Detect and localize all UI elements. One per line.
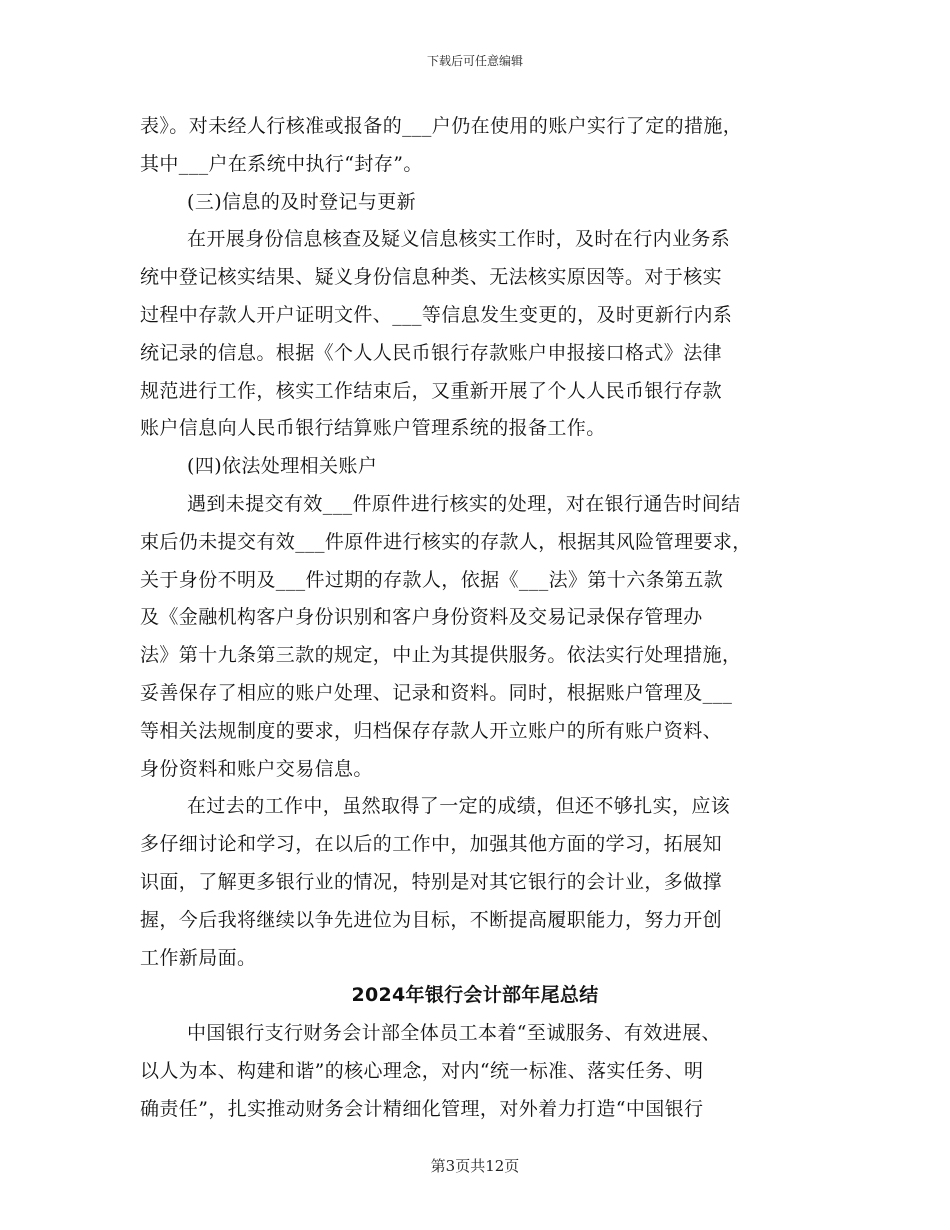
text-line: 确责任”，扎实推动财务会计精细化管理，对外着力打造“中国银行	[140, 1097, 704, 1120]
text-line: 在开展身份信息核查及疑义信息核实工作时，及时在行内业务系	[187, 228, 731, 251]
text-line: (三)信息的及时登记与更新	[187, 190, 417, 213]
text-line: 统中登记核实结果、疑义身份信息种类、无法核实原因等。对于核实	[140, 266, 723, 289]
text-line: 账户信息向人民币银行结算账户管理系统的报备工作。	[140, 417, 606, 440]
text-line: 握，今后我将继续以争先进位为目标，不断提高履职能力，努力开创	[140, 908, 723, 931]
section-title: 2024年银行会计部年尾总结	[351, 984, 599, 1007]
text-line: 在过去的工作中，虽然取得了一定的成绩，但还不够扎实，应该	[187, 795, 731, 818]
text-line: (四)依法处理相关账户	[187, 455, 378, 478]
text-line: 及《金融机构客户身份识别和客户身份资料及交易记录保存管理办	[140, 606, 703, 629]
text-line: 妥善保存了相应的账户处理、记录和资料。同时，根据账户管理及___	[140, 681, 733, 704]
text-line: 以人为本、构建和谐”的核心理念，对内“统一标准、落实任务、明	[140, 1059, 704, 1082]
text-line: 中国银行支行财务会计部全体员工本着“至诚服务、有效进展、	[187, 1022, 721, 1045]
text-line: 其中___户在系统中执行“封存”。	[140, 152, 423, 175]
text-line: 等相关法规制度的要求，归档保存存款人开立账户的所有账户资料、	[140, 719, 723, 742]
text-line: 规范进行工作，核实工作结束后，又重新开展了个人人民币银行存款	[140, 379, 723, 402]
text-line: 法》第十九条第三款的规定，中止为其提供服务。依法实行处理措施，	[140, 644, 742, 667]
text-line: 统记录的信息。根据《个人人民币银行存款账户申报接口格式》法律	[140, 341, 723, 364]
document-body	[140, 108, 810, 1129]
page-number: 第3页共12页	[430, 1157, 520, 1175]
text-line: 多仔细讨论和学习，在以后的工作中，加强其他方面的学习，拓展知	[140, 833, 723, 856]
paragraph-block	[140, 108, 810, 977]
text-line: 工作新局面。	[140, 946, 257, 969]
text-line: 表》。对未经人行核准或报备的___户仍在使用的账户实行了定的措施，	[140, 115, 743, 137]
text-line: 过程中存款人开户证明文件、___等信息发生变更的，及时更新行内系	[140, 303, 733, 326]
paragraph-block-after-title	[140, 1015, 810, 1128]
text-line: 关于身份不明及___件过期的存款人，依据《___法》第十六条第五款	[140, 568, 724, 591]
text-line: 识面，了解更多银行业的情况，特别是对其它银行的会计业，多做撑	[140, 870, 723, 893]
page-header-note: 下载后可任意编辑	[426, 54, 523, 68]
text-line: 身份资料和账户交易信息。	[140, 757, 373, 780]
text-line: 遇到未提交有效___件原件进行核实的处理，对在银行通告时间结	[187, 492, 741, 515]
text-line: 束后仍未提交有效___件原件进行核实的存款人，根据其风险管理要求，	[140, 530, 752, 553]
